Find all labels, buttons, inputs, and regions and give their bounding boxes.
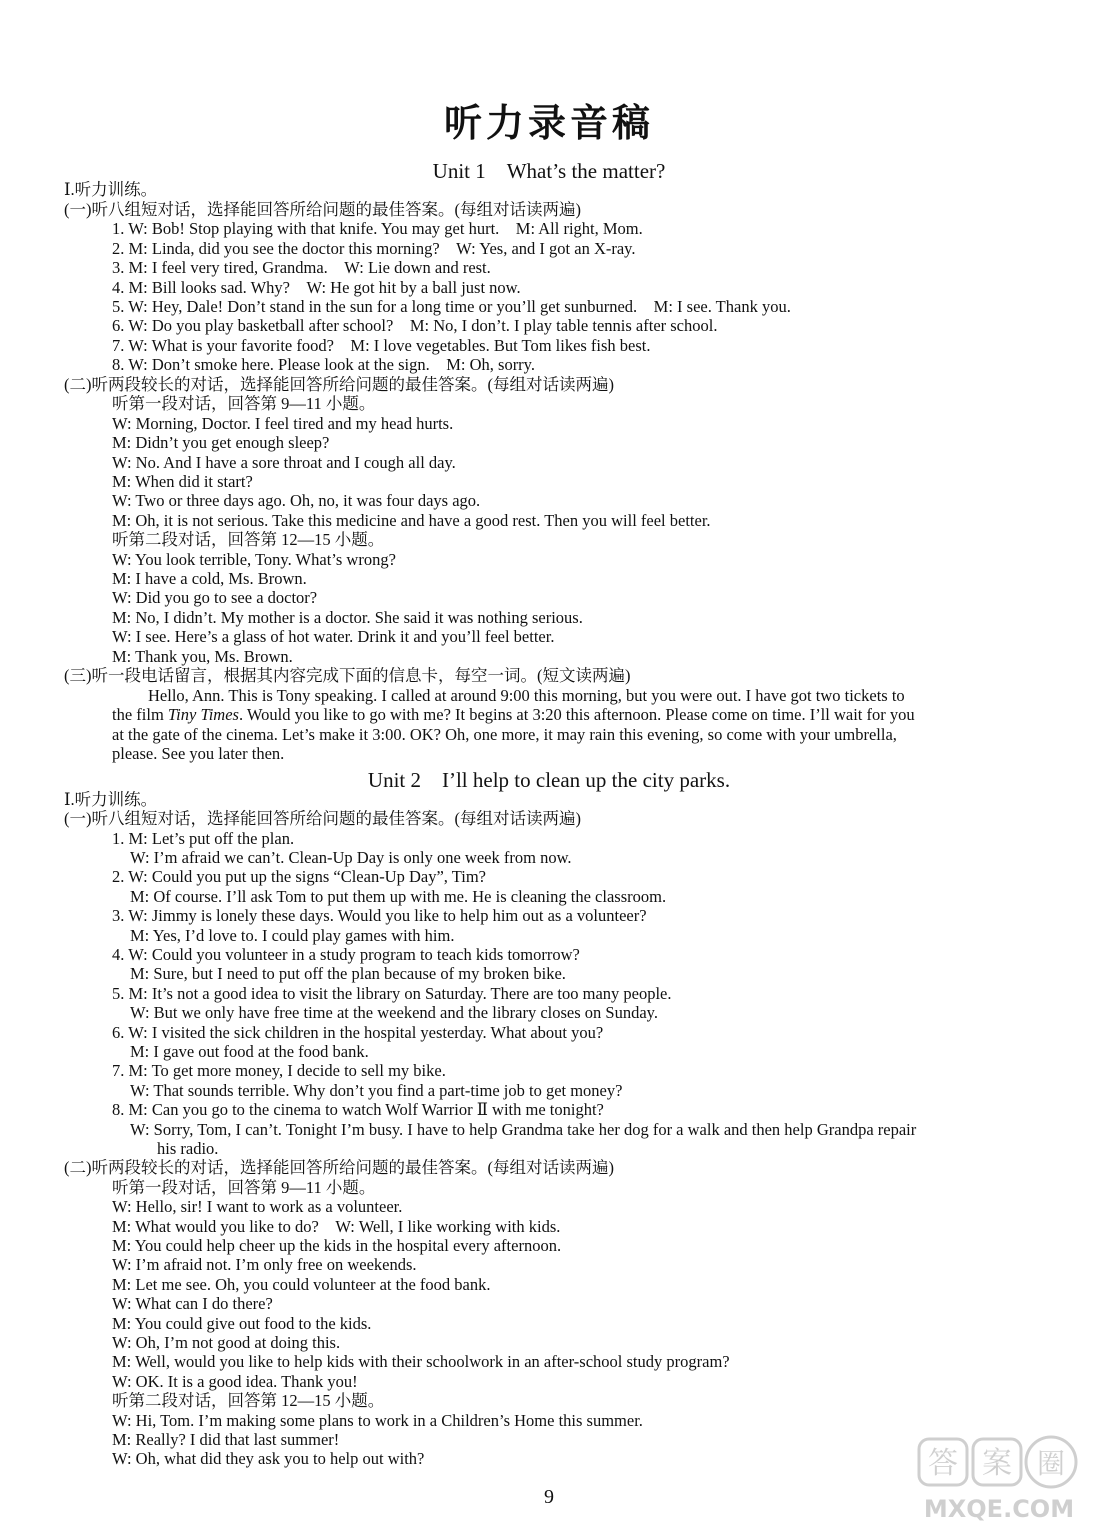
watermark-char: 案 <box>982 1446 1012 1481</box>
dialogue-line: 8. W: Don’t smoke here. Please look at the sign. M: Oh, sorry. <box>112 355 535 374</box>
watermark-char: 圈 <box>1036 1447 1066 1480</box>
dialogue-line: M: I have a cold, Ms. Brown. <box>112 569 307 588</box>
dialogue-line: W: Sorry, Tom, I can’t. Tonight I’m busy. I have to help Grandma take her dog for a walk and then help Grandpa repair <box>130 1120 917 1139</box>
dialogue-line: 2. W: Could you put up the signs “Clean-Up Day”, Tim? <box>112 867 486 886</box>
dialogue-line: W: Oh, what did they ask you to help out with? <box>112 1449 425 1468</box>
dialogue-line: 5. W: Hey, Dale! Don’t stand in the sun for a long time or you’ll get sunburned. M: I see. Thank you. <box>112 297 791 316</box>
dialogue-line: W: That sounds terrible. Why don’t you find a part-time job to get money? <box>130 1081 623 1100</box>
dialogue-line: 6. W: I visited the sick children in the hospital yesterday. What about you? <box>112 1023 604 1042</box>
dialogue-line: M: Sure, but I need to put off the plan because of my broken bike. <box>130 964 566 983</box>
page-number: 9 <box>544 1486 554 1508</box>
text-fragment: the film <box>112 705 168 724</box>
dialogue-line: 3. W: Jimmy is lonely these days. Would you like to help him out as a volunteer? <box>112 906 647 925</box>
dialogue-line: 听第一段对话，回答第 9—11 小题。 <box>112 1178 376 1197</box>
dialogue-line: M: Let me see. Oh, you could volunteer at the food bank. <box>112 1275 491 1294</box>
dialogue-line: 5. M: It’s not a good idea to visit the library on Saturday. There are too many people. <box>112 984 672 1003</box>
unit1-part2-header: (二)听两段较长的对话，选择能回答所给问题的最佳答案。(每组对话读两遍) <box>64 375 614 394</box>
dialogue-line: W: But we only have free time at the weekend and the library closes on Sunday. <box>130 1003 658 1022</box>
dialogue-line: M: Of course. I’ll ask Tom to put them up with me. He is cleaning the classroom. <box>130 887 667 906</box>
dialogue-line: M: Thank you, Ms. Brown. <box>112 647 293 666</box>
message-paragraph-line: please. See you later then. <box>112 744 285 763</box>
dialogue-line: W: I see. Here’s a glass of hot water. Drink it and you’ll feel better. <box>112 627 555 646</box>
dialogue-line: W: Hello, sir! I want to work as a volunteer. <box>112 1197 403 1216</box>
page-title: 听力录音稿 <box>443 101 654 145</box>
dialogue-line: M: You could give out food to the kids. <box>112 1314 372 1333</box>
dialogue-line: M: Oh, it is not serious. Take this medicine and have a good rest. Then you will feel better. <box>112 511 711 530</box>
dialogue-line: 8. M: Can you go to the cinema to watch Wolf Warrior Ⅱ with me tonight? <box>112 1100 604 1119</box>
unit1-heading: Unit 1 What’s the matter? <box>432 159 666 183</box>
dialogue-line: 6. W: Do you play basketball after school? M: No, I don’t. I play table tennis after school. <box>112 316 718 335</box>
dialogue-line: 2. M: Linda, did you see the doctor this morning? W: Yes, and I got an X-ray. <box>112 239 636 258</box>
dialogue-line: M: When did it start? <box>112 472 253 491</box>
unit2-heading: Unit 2 I’ll help to clean up the city parks. <box>367 768 731 792</box>
dialogue-line: W: I’m afraid not. I’m only free on weekends. <box>112 1255 417 1274</box>
dialogue-line: W: You look terrible, Tony. What’s wrong? <box>112 550 396 569</box>
dialogue-line: W: Did you go to see a doctor? <box>112 588 318 607</box>
dialogue-line: 4. M: Bill looks sad. Why? W: He got hit by a ball just now. <box>112 278 521 297</box>
dialogue-line: M: No, I didn’t. My mother is a doctor. She said it was nothing serious. <box>112 608 583 627</box>
dialogue-line: W: Morning, Doctor. I feel tired and my head hurts. <box>112 414 454 433</box>
dialogue-line: 7. M: To get more money, I decide to sell my bike. <box>112 1061 446 1080</box>
dialogue-line: 听第二段对话，回答第 12—15 小题。 <box>112 530 385 549</box>
dialogue-line: his radio. <box>157 1139 219 1158</box>
unit2-part1-header: (一)听八组短对话，选择能回答所给问题的最佳答案。(每组对话读两遍) <box>64 809 581 828</box>
dialogue-line: 3. M: I feel very tired, Grandma. W: Lie down and rest. <box>112 258 491 277</box>
dialogue-line: 4. W: Could you volunteer in a study program to teach kids tomorrow? <box>112 945 580 964</box>
dialogue-line: M: I gave out food at the food bank. <box>130 1042 369 1061</box>
unit1-part3-header: (三)听一段电话留言，根据其内容完成下面的信息卡，每空一词。(短文读两遍) <box>64 666 631 685</box>
dialogue-line: W: Hi, Tom. I’m making some plans to work in a Children’s Home this summer. <box>112 1411 643 1430</box>
dialogue-line: W: What can I do there? <box>112 1294 273 1313</box>
dialogue-line: M: Really? I did that last summer! <box>112 1430 340 1449</box>
dialogue-line: M: Yes, I’d love to. I could play games with him. <box>130 926 455 945</box>
unit1-part1-header: (一)听八组短对话，选择能回答所给问题的最佳答案。(每组对话读两遍) <box>64 200 581 219</box>
film-title: Tiny Times <box>167 705 239 724</box>
message-paragraph-line: at the gate of the cinema. Let’s make it 3:00. OK? Oh, one more, it may rain this evening, so come with your umbrella, <box>112 725 897 744</box>
dialogue-line: W: No. And I have a sore throat and I cough all day. <box>112 453 456 472</box>
unit2-section-label: Ⅰ.听力训练。 <box>64 790 158 809</box>
watermark-url: MXQE.COM <box>923 1495 1075 1523</box>
dialogue-line: 7. W: What is your favorite food? M: I love vegetables. But Tom likes fish best. <box>112 336 651 355</box>
dialogue-line: W: Oh, I’m not good at doing this. <box>112 1333 341 1352</box>
dialogue-line: M: What would you like to do? W: Well, I like working with kids. <box>112 1217 561 1236</box>
dialogue-line: 1. W: Bob! Stop playing with that knife. You may get hurt. M: All right, Mom. <box>112 219 643 238</box>
unit1-section-label: Ⅰ.听力训练。 <box>64 180 158 199</box>
dialogue-line: 听第一段对话，回答第 9—11 小题。 <box>112 394 376 413</box>
dialogue-line: 听第二段对话，回答第 12—15 小题。 <box>112 1391 385 1410</box>
watermark-char: 答 <box>928 1446 958 1481</box>
dialogue-line: M: Well, would you like to help kids with their schoolwork in an after-school study program? <box>112 1352 730 1371</box>
watermark-logo <box>911 1431 1086 1526</box>
message-paragraph-line <box>112 705 915 724</box>
text-fragment: . Would you like to go with me? It begins at 3:20 this afternoon. Please come on time. I’ll wait for you <box>238 705 915 724</box>
dialogue-line: W: OK. It is a good idea. Thank you! <box>112 1372 358 1391</box>
unit2-part2-header: (二)听两段较长的对话，选择能回答所给问题的最佳答案。(每组对话读两遍) <box>64 1158 614 1177</box>
dialogue-line: M: You could help cheer up the kids in the hospital every afternoon. <box>112 1236 562 1255</box>
dialogue-line: 1. M: Let’s put off the plan. <box>112 829 295 848</box>
dialogue-line: W: Two or three days ago. Oh, no, it was four days ago. <box>112 491 481 510</box>
dialogue-line: M: Didn’t you get enough sleep? <box>112 433 330 452</box>
message-paragraph-line: Hello, Ann. This is Tony speaking. I called at around 9:00 this morning, but you were out. I have got two tickets to <box>148 686 905 705</box>
dialogue-line: W: I’m afraid we can’t. Clean-Up Day is only one week from now. <box>130 848 572 867</box>
